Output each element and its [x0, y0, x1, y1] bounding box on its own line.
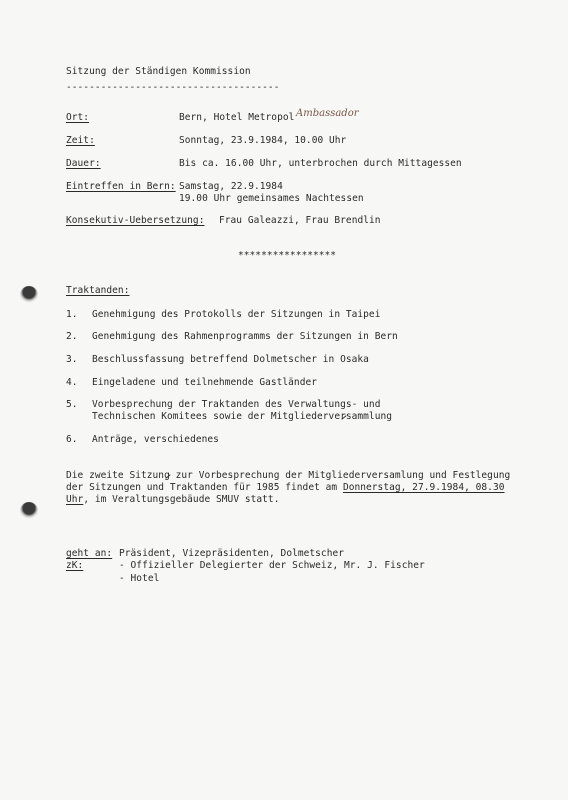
dauer-label: Dauer: — [66, 158, 101, 169]
agenda-item-text: Anträge, verschiedenes — [92, 434, 219, 445]
meeting-time-underlined: Uhr — [66, 494, 84, 505]
agenda-item-text: Genehmigung des Rahmenprogramms der Sitzungen in Bern — [92, 331, 398, 342]
paragraph-line-1: Die zweite Sitzung zur Vorbesprechung der Mitgliederversamlung und Festlegung — [66, 470, 511, 481]
konsekutiv-value: Frau Galeazzi, Frau Brendlin — [219, 215, 381, 226]
meeting-date-underlined: Donnerstag, 27.9.1984, 08.30 — [342, 482, 505, 493]
agenda-number: 3. — [66, 354, 78, 365]
agenda-item-text: Beschlussfassung betreffend Dolmetscher in Osaka — [92, 354, 369, 365]
agenda-item-text: Eingeladene und teilnehmende Gastländer — [92, 377, 318, 388]
agenda-number: 2. — [66, 331, 78, 342]
paragraph-line-2: der Sitzungen und Traktanden für 1985 findet am Donnerstag, 27.9.1984, 08.30 — [66, 482, 505, 493]
punch-hole-bottom — [20, 502, 38, 520]
geht-an-value: Präsident, Vizepräsidenten, Dolmetscher — [119, 548, 345, 559]
punch-hole-top — [20, 286, 38, 304]
separator-stars: ***************** — [238, 250, 337, 261]
zk-label: zK: — [66, 560, 84, 571]
agenda-number: 6. — [66, 434, 78, 445]
agenda-item-text: Genehmigung des Protokolls der Sitzungen in Taipei — [92, 309, 381, 320]
ort-label: Ort: — [66, 112, 90, 123]
zk-value-1: - Offizieller Delegierter der Schweiz, Mr. J. Fischer — [119, 560, 425, 571]
agenda-number: 1. — [66, 309, 78, 320]
agenda-number: 4. — [66, 377, 78, 388]
paragraph-line-3: Uhr, im Veraltungsgebäude SMUV statt. — [66, 494, 280, 505]
ort-value: Bern, Hotel Metropol — [179, 112, 295, 123]
geht-an-label: geht an: — [66, 548, 113, 559]
zk-value-2: - Hotel — [119, 573, 160, 584]
eintreffen-value-2: 19.00 Uhr gemeinsames Nachtessen — [179, 193, 364, 204]
document-title: Sitzung der Ständigen Kommission — [66, 66, 251, 77]
eintreffen-label: Eintreffen in Bern: — [66, 181, 176, 192]
title-underline: ------------------------------------- — [66, 82, 280, 93]
eintreffen-value-1: Samstag, 22.9.1984 — [179, 181, 283, 192]
ort-handwritten-correction: Ambassador — [296, 108, 359, 119]
traktanden-heading: Traktanden: — [66, 285, 130, 296]
agenda-number: 5. — [66, 399, 78, 410]
agenda-item-text: Vorbesprechung der Traktanden des Verwaltungs- und — [92, 399, 381, 410]
agenda-item-text-continued: Technischen Komitees sowie der Mitgliederversammlung — [92, 411, 393, 422]
zeit-value: Sonntag, 23.9.1984, 10.00 Uhr — [179, 135, 347, 146]
konsekutiv-label: Konsekutiv-Uebersetzung: — [66, 215, 205, 226]
zeit-label: Zeit: — [66, 135, 95, 146]
dauer-value: Bis ca. 16.00 Uhr, unterbrochen durch Mittagessen — [179, 158, 462, 169]
